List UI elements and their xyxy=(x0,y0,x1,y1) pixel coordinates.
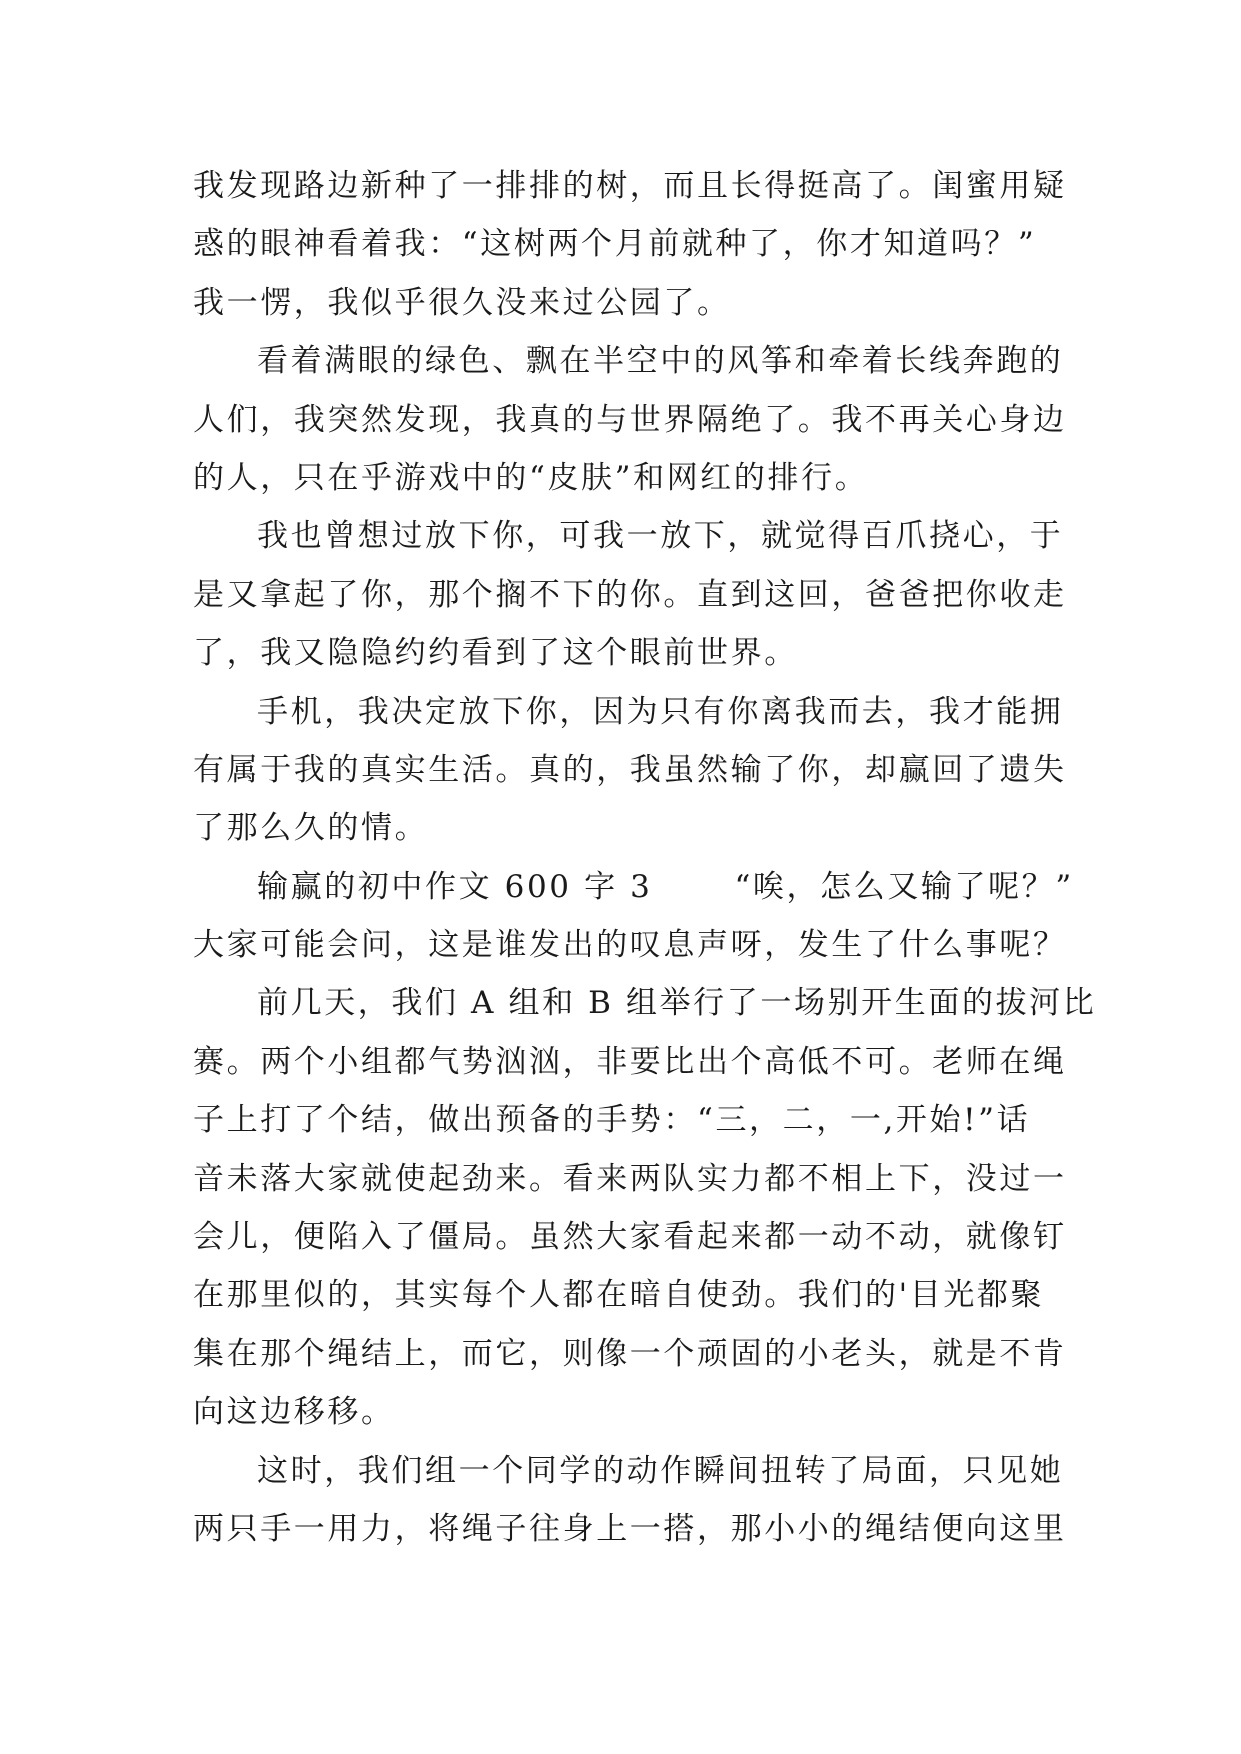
text-line: 向这边移移。 xyxy=(193,1394,395,1431)
text-line: 人们，我突然发现，我真的与世界隔绝了。我不再关心身边 xyxy=(193,401,1067,438)
paragraph-first-line: 这时，我们组一个同学的动作瞬间扭转了局面，只见她 xyxy=(257,1452,1064,1489)
text-line: 赛。两个小组都气势汹汹，非要比出个高低不可。老师在绳 xyxy=(193,1043,1067,1080)
heading-tail-quote: “唉，怎么又输了呢？” xyxy=(734,868,1074,905)
paragraph-first-line: 我也曾想过放下你，可我一放下，就觉得百爪挠心，于 xyxy=(257,518,1064,555)
text-line: 有属于我的真实生活。真的，我虽然输了你，却赢回了遗失 xyxy=(193,751,1067,788)
text-line: 两只手一用力，将绳子往身上一搭，那小小的绳结便向这里 xyxy=(193,1510,1067,1547)
text-line: 会儿，便陷入了僵局。虽然大家看起来都一动不动，就像钉 xyxy=(193,1219,1067,1256)
text-line: 我发现路边新种了一排排的树，而且长得挺高了。闺蜜用疑 xyxy=(193,168,1067,204)
section-heading-line xyxy=(193,858,1074,916)
text-line: 我一愣，我似乎很久没来过公园了。 xyxy=(193,284,731,321)
paragraph-first-line: 看着满眼的绿色、飘在半空中的风筝和牵着长线奔跑的 xyxy=(257,343,1064,380)
text-line: 音未落大家就使起劲来。看来两队实力都不相上下，没过一 xyxy=(193,1160,1067,1197)
text-line: 了那么久的情。 xyxy=(193,810,429,847)
text-line: 子上打了个结，做出预备的手势：“三，二，一,开始!”话 xyxy=(193,1102,1031,1139)
section-heading: 输赢的初中作文 600 字 3 xyxy=(257,868,653,905)
paragraph-first-line: 手机，我决定放下你，因为只有你离我而去，我才能拥 xyxy=(257,693,1064,730)
text-line: 惑的眼神看着我：“这树两个月前就种了，你才知道吗？” xyxy=(193,226,1037,263)
text-line: 是又拿起了你，那个搁不下的你。直到这回，爸爸把你收走 xyxy=(193,576,1067,613)
text-line: 在那里似的，其实每个人都在暗自使劲。我们的'目光都聚 xyxy=(193,1277,1045,1314)
text-line: 了，我又隐隐约约看到了这个眼前世界。 xyxy=(193,635,798,672)
essay-body xyxy=(193,157,1097,1558)
text-line: 的人，只在乎游戏中的“皮肤”和网红的排行。 xyxy=(193,459,869,496)
text-line: 大家可能会问，这是谁发出的叹息声呀，发生了什么事呢？ xyxy=(193,927,1067,964)
paragraph-first-line: 前几天，我们 A 组和 B 组举行了一场别开生面的拔河比 xyxy=(257,985,1097,1022)
text-line: 集在那个绳结上，而它，则像一个顽固的小老头，就是不肯 xyxy=(193,1335,1067,1372)
